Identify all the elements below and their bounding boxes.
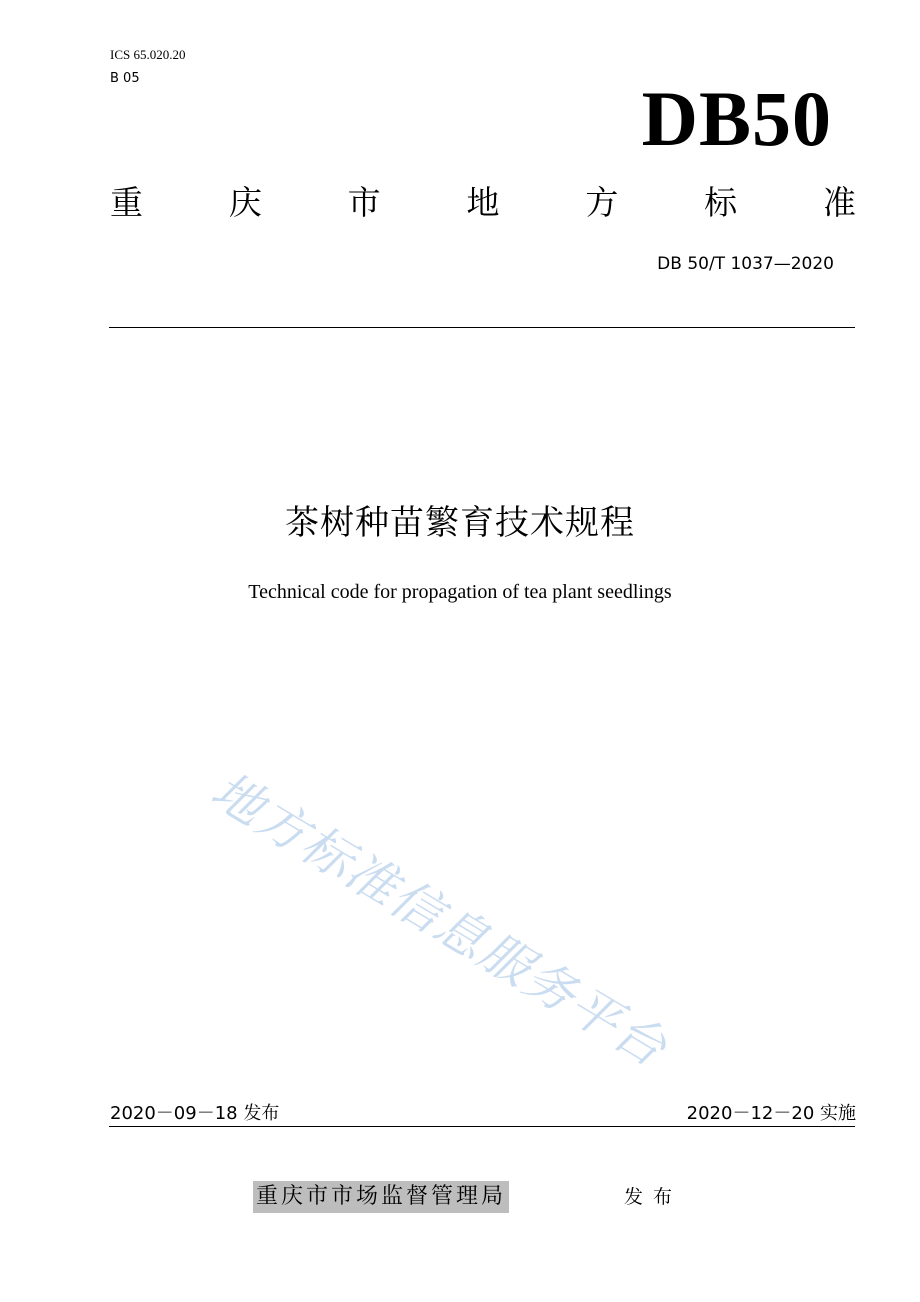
document-title-cn: 茶树种苗繁育技术规程 <box>285 503 635 543</box>
issue-label: 发布 <box>624 1186 683 1208</box>
footer-divider <box>109 1126 855 1127</box>
publish-date: 2020－09－18 发布 <box>110 1103 280 1124</box>
standard-kind-char: 地 <box>466 183 500 222</box>
standard-number: DB 50/T 1037—2020 <box>657 254 834 274</box>
standard-kind-char: 市 <box>347 183 381 222</box>
header-divider <box>109 327 855 328</box>
standard-kind-char: 准 <box>822 183 856 222</box>
document-title-en: Technical code for propagation of tea plant seedlings <box>248 581 672 603</box>
db-logo: DB50 <box>641 75 832 162</box>
watermark: 地方标准信息服务平台 <box>201 760 678 1079</box>
ccs-code: B 05 <box>110 71 140 86</box>
standard-kind-char: 标 <box>704 183 738 222</box>
standard-kind-char: 重 <box>110 183 143 222</box>
issuer-name: 重庆市市场监督管理局 <box>253 1181 509 1213</box>
ics-code: ICS 65.020.20 <box>110 47 186 62</box>
implement-date: 2020－12－20 实施 <box>686 1103 856 1124</box>
standard-kind-char: 庆 <box>228 183 262 222</box>
standard-kind-char: 方 <box>585 183 619 222</box>
standard-kind <box>110 180 856 226</box>
